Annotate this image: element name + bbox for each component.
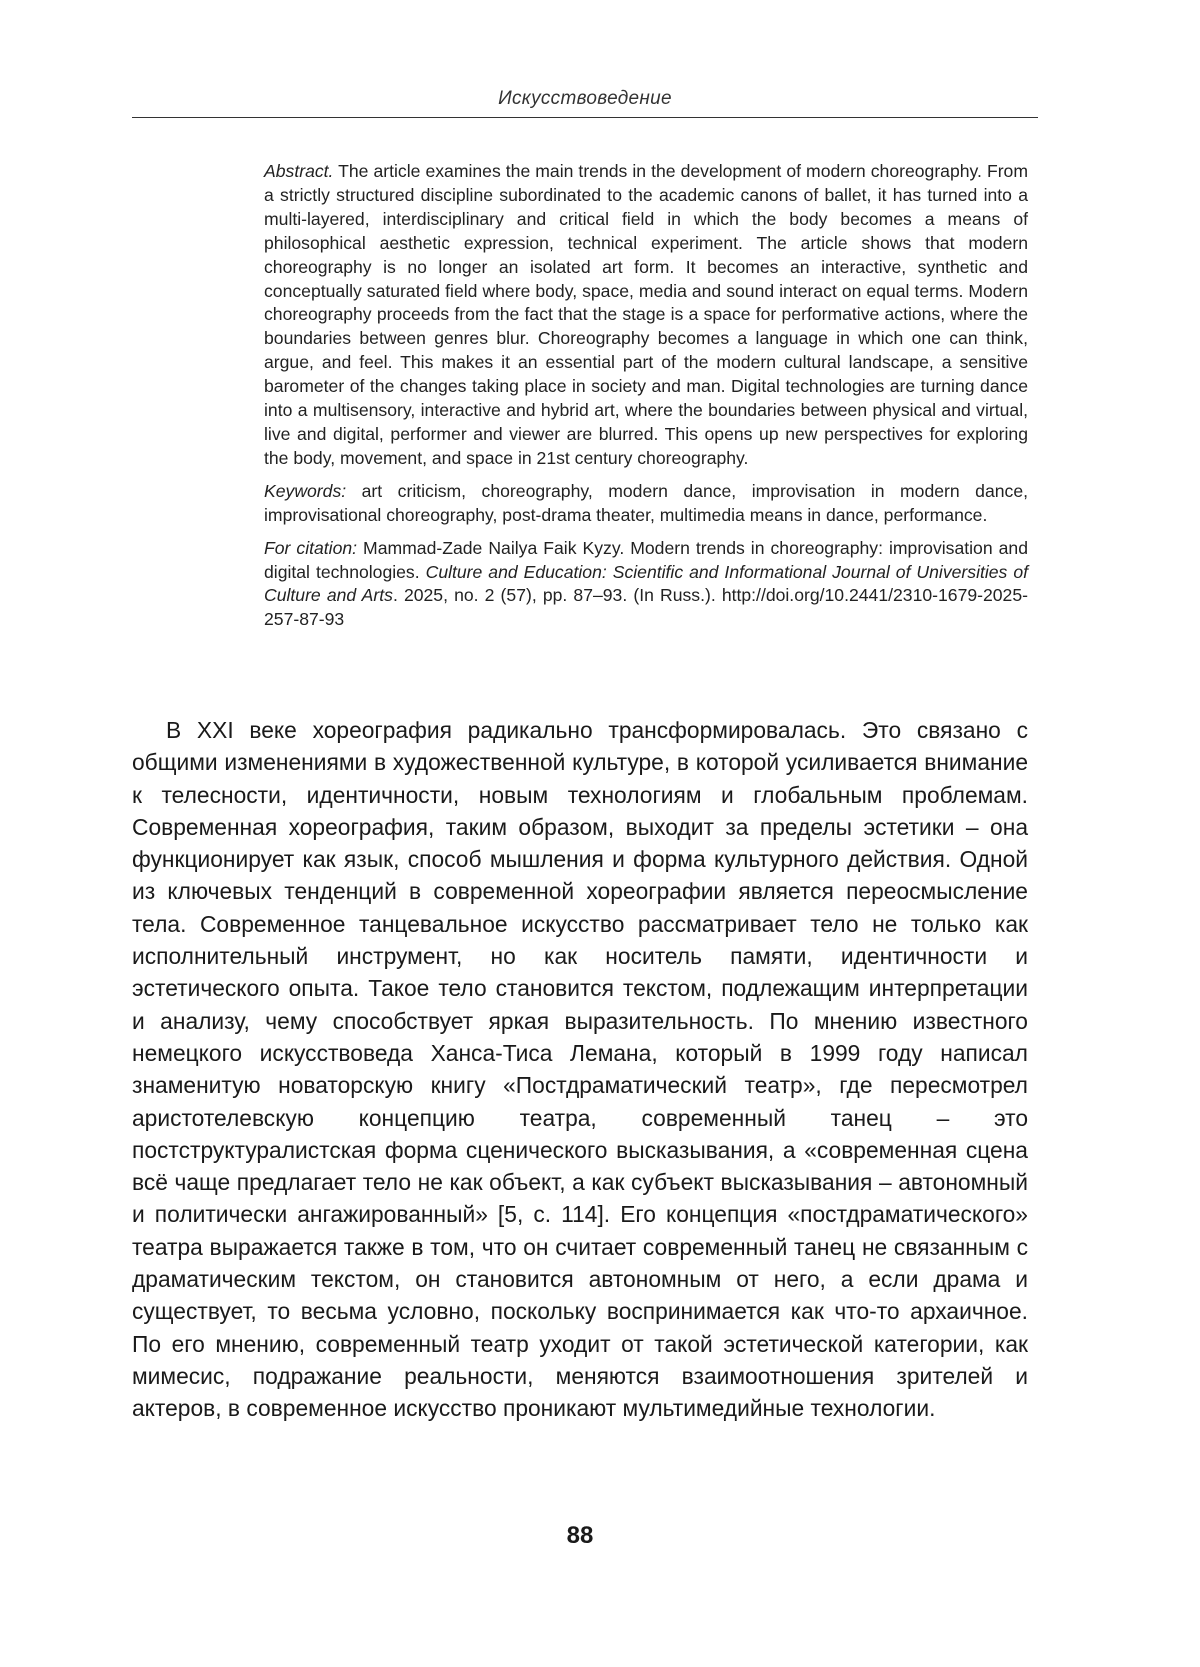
abstract-block (264, 160, 1028, 641)
body-paragraph: В XXI веке хореография радикально трансформировалась. Это связано с общими изменениями в художественной культуре, в которой усиливается внимание к телесности, идентичности, новым технологиям и глобальным проблемам. Современная хореография, таким образом, выходит за пределы эстетики – она функционирует как язык, способ мышления и форма культурного действия. Одной из ключевых тенденций в современной хореографии является переосмысление тела. Современное танцевальное искусство рассматривает тело не только как исполнительный инструмент, но как носитель памяти, идентичности и эстетического опыта. Такое тело становится текстом, подлежащим интерпретации и анализу, чему способствует яркая выразительность. По мнению известного немецкого искусствоведа Ханса-Тиса Лемана, который в 1999 году написал знаменитую новаторскую книгу «Постдраматический театр», где пересмотрел аристотелевскую концепцию театра, современный танец – это постструктуралистская форма сценического высказывания, а «современная сцена всё чаще предлагает тело не как объект, а как субъект высказывания – автономный и политически ангажированный» [5, с. 114]. Его концепция «постдраматического» театра выражается также в том, что он считает современный танец не связанным с драматическим текстом, он становится автономным от него, а если драма и существует, то весьма условно, поскольку воспринимается как что-то архаичное. По его мнению, современный театр уходит от такой эстетической категории, как мимесис, подражание реальности, меняются взаимоотношения зрителей и актеров, в современное искусство проникают мультимедийные технологии. (132, 717, 1028, 1422)
body-text (132, 714, 1028, 1425)
citation-paragraph (264, 537, 1028, 633)
page-number: 88 (566, 1522, 594, 1549)
running-head: Искусствоведение (498, 88, 672, 109)
keywords-paragraph (264, 480, 1028, 528)
header-rule (132, 117, 1038, 118)
keywords-text: art criticism, choreography, modern dance, improvisation in modern dance, improvisational choreography, post-drama theater, multimedia means in dance, performance. (264, 480, 1028, 525)
citation-text-before: Mammad-Zade Nailya Faik Kyzy. Modern trends in choreography: improvisation and digital technologies. (264, 537, 1028, 582)
abstract-paragraph (264, 160, 1028, 471)
citation-label: For citation: (264, 537, 358, 558)
citation-text-after: . 2025, no. 2 (57), pp. 87–93. (In Russ.). http://doi.org/10.2441/2310-1679-2025-257-87-93 (264, 585, 1028, 630)
abstract-text: The article examines the main trends in the development of modern choreography. From a strictly structured discipline subordinated to the academic canons of ballet, it has turned into a multi-layered, interdisciplinary and critical field in which the body becomes a means of philosophical aesthetic expression, technical experiment. The article shows that modern choreography is no longer an isolated art form. It becomes an interactive, synthetic and conceptually saturated field where body, space, media and sound interact on equal terms. Modern choreography proceeds from the fact that the stage is a space for performative actions, where the boundaries between genres blur. Choreography becomes a language in which one can think, argue, and feel. This makes it an essential part of the modern cultural landscape, a sensitive barometer of the changes taking place in society and man. Digital technologies are turning dance into a multisensory, interactive and hybrid art, where the boundaries between physical and virtual, live and digital, performer and viewer are blurred. This opens up new perspectives for exploring the body, movement, and space in 21st century choreography. (264, 161, 1028, 468)
citation-journal: Culture and Education: Scientific and Informational Journal of Universities of Culture and Arts (264, 561, 1029, 606)
keywords-label: Keywords: (264, 480, 347, 501)
abstract-label: Abstract. (264, 161, 334, 181)
